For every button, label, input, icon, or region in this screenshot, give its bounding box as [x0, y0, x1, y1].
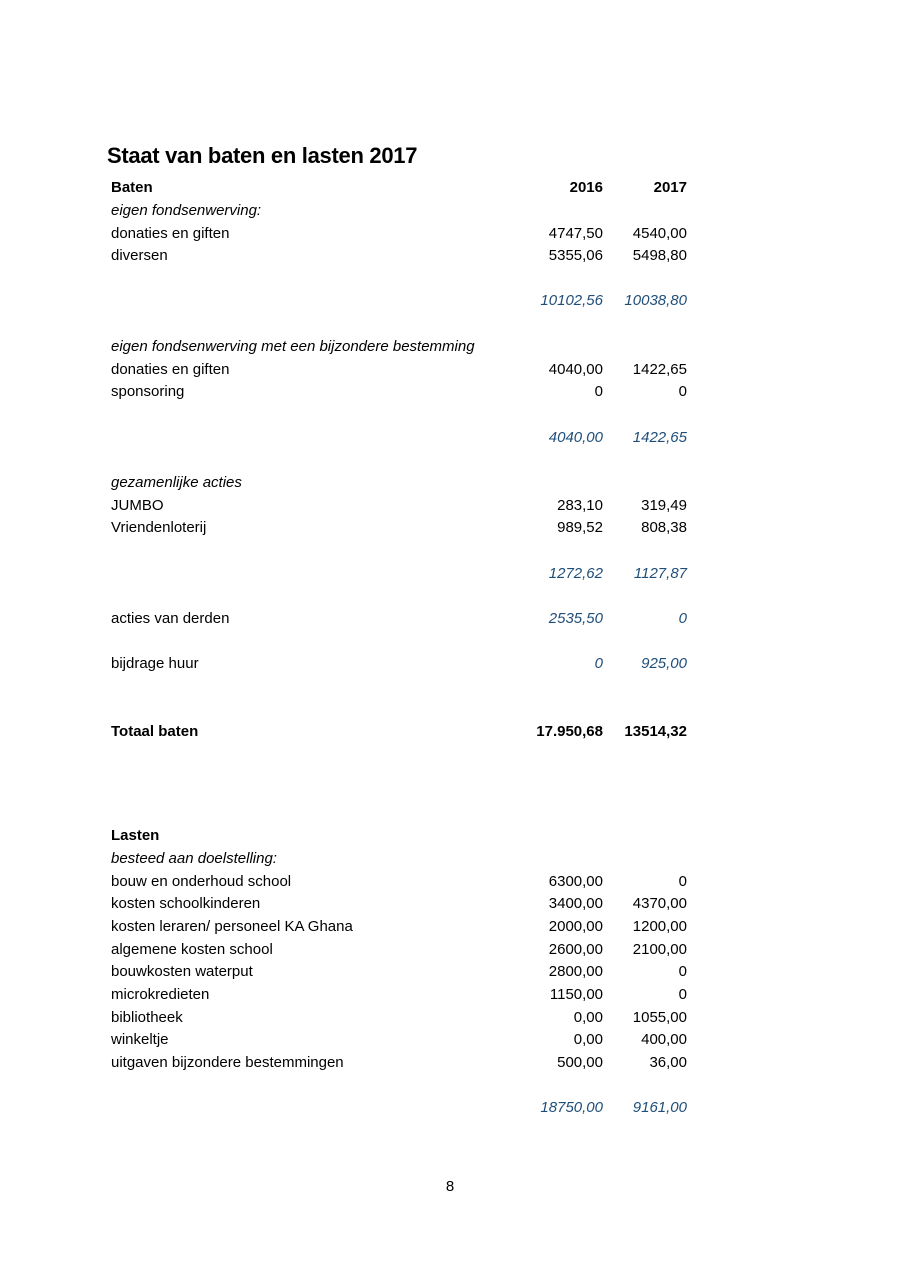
table-row	[111, 245, 691, 267]
section-heading-label: eigen fondsenwerving:	[111, 202, 262, 219]
row-value-2017: 319,49	[641, 497, 687, 514]
row-label: donaties en giften	[111, 225, 230, 242]
row-label: bibliotheek	[111, 1009, 183, 1026]
row-value-2017: 2100,00	[632, 941, 687, 958]
row-value-2016: 4040,00	[548, 361, 603, 378]
section-heading-gezamenlijke-acties	[111, 472, 691, 494]
lasten-header-label: Lasten	[111, 827, 160, 844]
row-value-2017: 0	[678, 383, 687, 400]
row-value-2016: 0,00	[573, 1031, 603, 1048]
row-value-2017: 0	[678, 963, 687, 980]
column-header-2016: 2016	[569, 179, 603, 196]
total-value-2016: 17.950,68	[536, 723, 603, 740]
table-row	[111, 223, 691, 245]
row-label: sponsoring	[111, 383, 185, 400]
table-row	[111, 1029, 691, 1051]
row-label: Vriendenloterij	[111, 519, 207, 536]
row-label: bijdrage huur	[111, 655, 199, 672]
section-heading-label: besteed aan doelstelling:	[111, 850, 277, 867]
section-heading-eigen-fondsenwerving	[111, 200, 691, 222]
row-value-2017: 1422,65	[632, 361, 687, 378]
row-value-2017: 925,00	[641, 655, 687, 672]
subtotal-value-2016: 4040,00	[548, 429, 603, 446]
row-label: kosten schoolkinderen	[111, 895, 261, 912]
row-label: acties van derden	[111, 610, 230, 627]
table-row	[111, 381, 691, 403]
section-heading-bijzondere-bestemming	[111, 336, 691, 358]
row-label: bouwkosten waterput	[111, 963, 253, 980]
subtotal-row	[111, 290, 691, 312]
row-value-2016: 4747,50	[548, 225, 603, 242]
total-row-baten	[111, 721, 691, 743]
page-title: Staat van baten en lasten 2017	[107, 143, 418, 168]
baten-header-label: Baten	[111, 179, 153, 196]
section-heading-label: eigen fondsenwerving met een bijzondere bestemming	[111, 338, 475, 355]
subtotal-row	[111, 427, 691, 449]
row-label: kosten leraren/ personeel KA Ghana	[111, 918, 353, 935]
row-value-2017: 36,00	[649, 1054, 687, 1071]
subtotal-row	[111, 1097, 691, 1119]
lasten-header-row	[111, 825, 691, 847]
row-label: algemene kosten school	[111, 941, 273, 958]
row-value-2017: 0	[678, 873, 687, 890]
subtotal-value-2017: 1127,87	[633, 565, 687, 582]
row-label: microkredieten	[111, 986, 210, 1003]
row-value-2017: 1200,00	[632, 918, 687, 935]
table-row	[111, 517, 691, 539]
total-label: Totaal baten	[111, 723, 199, 740]
row-value-2016: 989,52	[557, 519, 603, 536]
row-value-2016: 2600,00	[548, 941, 603, 958]
subtotal-row	[111, 563, 691, 585]
table-row-acties-van-derden	[111, 608, 691, 630]
row-value-2016: 0	[594, 383, 603, 400]
row-value-2016: 0,00	[573, 1009, 603, 1026]
row-value-2017: 400,00	[641, 1031, 687, 1048]
subtotal-value-2016: 18750,00	[540, 1099, 603, 1116]
table-row	[111, 916, 691, 938]
row-label: uitgaven bijzondere bestemmingen	[111, 1054, 344, 1071]
baten-header-row	[111, 177, 691, 199]
table-row	[111, 984, 691, 1006]
subtotal-value-2017: 1422,65	[632, 429, 687, 446]
row-label: winkeltje	[111, 1031, 169, 1048]
column-header-2017: 2017	[653, 179, 687, 196]
table-row-bijdrage-huur	[111, 653, 691, 675]
section-heading-label: gezamenlijke acties	[111, 474, 242, 491]
row-value-2016: 0	[594, 655, 603, 672]
total-value-2017: 13514,32	[624, 723, 687, 740]
row-value-2017: 1055,00	[632, 1009, 687, 1026]
table-row	[111, 961, 691, 983]
row-value-2016: 2000,00	[548, 918, 603, 935]
table-row	[111, 871, 691, 893]
row-value-2017: 4540,00	[632, 225, 687, 242]
row-value-2016: 3400,00	[548, 895, 603, 912]
row-value-2016: 5355,06	[548, 247, 603, 264]
row-value-2016: 1150,00	[549, 986, 603, 1003]
row-value-2016: 283,10	[557, 497, 603, 514]
row-label: donaties en giften	[111, 361, 230, 378]
subtotal-value-2016: 10102,56	[540, 292, 603, 309]
row-value-2016: 6300,00	[548, 873, 603, 890]
table-row	[111, 893, 691, 915]
table-row	[111, 359, 691, 381]
row-value-2017: 0	[678, 610, 687, 627]
row-value-2016: 500,00	[557, 1054, 603, 1071]
table-row	[111, 1052, 691, 1074]
row-value-2016: 2535,50	[548, 610, 603, 627]
subtotal-value-2016: 1272,62	[548, 565, 603, 582]
subtotal-value-2017: 9161,00	[632, 1099, 687, 1116]
row-value-2016: 2800,00	[548, 963, 603, 980]
table-row	[111, 939, 691, 961]
row-label: JUMBO	[111, 497, 164, 514]
page-number: 8	[445, 1178, 455, 1195]
section-heading-besteed-aan-doelstelling	[111, 848, 691, 870]
row-value-2017: 0	[678, 986, 687, 1003]
table-row	[111, 495, 691, 517]
subtotal-value-2017: 10038,80	[624, 292, 687, 309]
row-value-2017: 4370,00	[632, 895, 687, 912]
row-label: diversen	[111, 247, 168, 264]
row-value-2017: 808,38	[641, 519, 687, 536]
row-value-2017: 5498,80	[632, 247, 687, 264]
row-label: bouw en onderhoud school	[111, 873, 292, 890]
table-row	[111, 1007, 691, 1029]
